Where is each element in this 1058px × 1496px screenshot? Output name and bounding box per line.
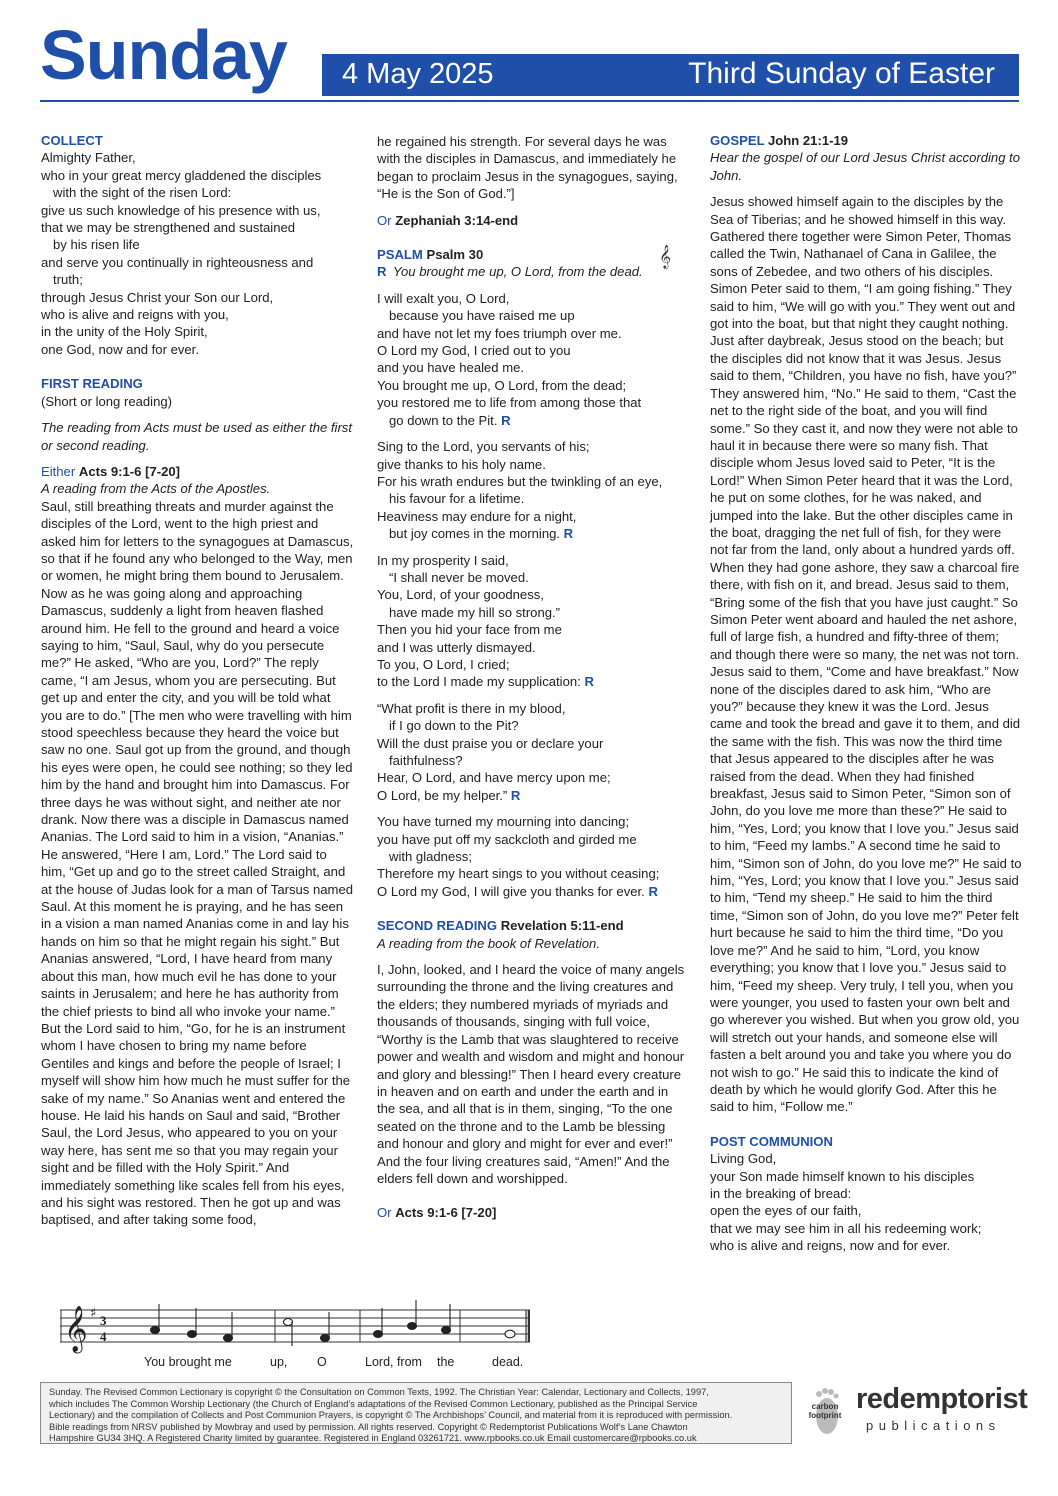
copyright-box (40, 1382, 792, 1444)
psalm-line: In my prosperity I said, (377, 552, 509, 568)
treble-clef-icon: 𝄞 (64, 1306, 88, 1352)
footprint-label: footprint (808, 1411, 842, 1420)
collect-line: Almighty Father, (41, 150, 136, 166)
post-communion-line: your Son made himself known to his disciples (710, 1168, 975, 1184)
psalm-line: Therefore my heart sings to you without ceasing; (377, 866, 660, 882)
psalm-line-text: but joy comes in the morning. (389, 526, 561, 542)
psalm-line: his favour for a lifetime. (389, 491, 525, 507)
publisher-logo: redemptorist (856, 1383, 1028, 1415)
first-reading-continuation: he regained his strength. For several days he was with the disciples in Damascus, and immediately he began to proclaim Jesus in the synagogues, saying, “He is the Son of God.”] (377, 134, 678, 202)
response-marker: R (563, 526, 574, 542)
psalm-line: Will the dust praise you or declare your (377, 735, 604, 751)
psalm-line: and have not let my foes triumph over me. (377, 325, 622, 341)
post-communion-line: who is alive and reigns, now and for ever. (710, 1238, 951, 1254)
psalm-response (377, 263, 689, 280)
date-label: 4 May 2025 (342, 58, 494, 90)
gospel-intro: Hear the gospel of our Lord Jesus Christ according to John. (710, 150, 1021, 183)
music-lyric: You brought me (144, 1355, 232, 1369)
first-reading-intro: A reading from the Acts of the Apostles. (41, 481, 271, 497)
psalm-line: O Lord my God, I cried out to you (377, 343, 571, 359)
first-reading-note: (Short or long reading) (41, 393, 173, 409)
post-communion-line: that we may see him in all his redeeming work; (710, 1220, 982, 1236)
first-reading-heading: FIRST READING (41, 376, 143, 392)
music-lyric: O (317, 1355, 327, 1369)
collect-line: who is alive and reigns with you, (41, 307, 229, 323)
first-reading-ref-line (41, 463, 355, 480)
copyright-line: Sunday. The Revised Common Lectionary is copyright © the Consultation on Common Texts, 1992. The Christian Year: Calendar, Lectionary and Collects, 1997, (49, 1387, 709, 1397)
psalm-line (377, 787, 689, 804)
psalm-line-text: to the Lord I made my supplication: (377, 674, 581, 690)
psalm-line-text: go down to the Pit. (389, 412, 498, 428)
psalm-line-text: O Lord my God, I will give you thanks for ever. (377, 883, 645, 899)
collect-line: who in your great mercy gladdened the disciples (41, 167, 322, 183)
second-reading-heading-line (377, 917, 689, 934)
header-rule (40, 100, 1019, 102)
psalm-line: you restored me to life from among those that (377, 395, 642, 411)
psalm-line: “I shall never be moved. (389, 569, 529, 585)
gospel-heading: GOSPEL (710, 133, 765, 148)
response-marker: R (377, 264, 387, 280)
copyright-line: Bible readings from NRSV published by Mowbray and used by permission. All rights reserved. Copyright © Redemptorist Publications Wolf’s Lane Chawton (49, 1421, 688, 1432)
column-right (710, 132, 1022, 1255)
first-reading-reference: Acts 9:1-6 [7-20] (78, 463, 181, 479)
psalm-line: You, Lord, of your goodness, (377, 587, 544, 603)
second-reading-text: I, John, looked, and I heard the voice of many angels surrounding the throne and the living creatures and the elders; they numbered myriads of myriads and thousands of thousands, singing with full voice, “Worthy is the Lamb that was slaughtered to receive power and wealth and wisdom and might and honour and glory and blessing!” Then I heard every creature in heaven and on earth and under the earth and in the sea, and all that is in them, singing, “To the one seated on the throne and to the Lamb be blessing and honour and glory and might for ever and ever!” And the four living creatures said, “Amen!” And the elders fell down and worshipped. (377, 962, 685, 1186)
alt-reading-line (377, 212, 689, 229)
second-reading-intro: A reading from the book of Revelation. (377, 935, 600, 951)
psalm-stanza (377, 438, 689, 542)
collect-line: one God, now and for ever. (41, 341, 199, 357)
psalm-line: with gladness; (389, 849, 472, 865)
psalm-line: if I go down to the Pit? (389, 718, 519, 734)
psalm-line: For his wrath endures but the twinkling of an eye, (377, 473, 663, 489)
psalm-line-text: O Lord, be my helper.” (377, 787, 508, 803)
response-marker: R (648, 883, 658, 899)
psalm-line: Then you hid your face from me (377, 622, 562, 638)
or-label: Or (377, 212, 392, 228)
psalm-line (377, 525, 689, 542)
or-label: Or (377, 1205, 392, 1221)
collect-line: with the sight of the risen Lord: (53, 185, 232, 201)
copyright-line: which includes The Common Worship Lectionary (the Church of England’s adaptations of the Revised Common Lectionary, published as the Principal Service (49, 1398, 698, 1409)
music-lyric: up, (270, 1355, 288, 1369)
second-reading-reference: Revelation 5:11-end (500, 918, 624, 934)
alt-reading-reference: Zephaniah 3:14-end (395, 212, 519, 228)
first-reading-text: Saul, still breathing threats and murder against the disciples of the Lord, went to the high priest and asked him for letters to the synagogues at Damascus, so that if he found any who belonged to the Way, men or women, he might bring them bound to Jerusalem. Now as he was going along and approaching Damascus, suddenly a light from heaven flashed around him. He fell to the ground and heard a voice saying to him, “Saul, Saul, why do you persecute me?” He asked, “Who are you, Lord?” The reply came, “I am Jesus, whom you are persecuting. But get up and enter the city, and you will be told what you are to do.” [The men who were travelling with him stood speechless because they heard the voice but saw no one. Saul got up from the ground, and though his eyes were open, he could see nothing; so they led him by the hand and brought him into Damascus. For three days he was without sight, and neither ate nor drank. Now there was a disciple in Damascus named Ananias. The Lord said to him in a vision, “Ananias.” He answered, “Here I am, Lord.” The Lord said to him, “Get up and go to the street called Straight, and at the house of Judas look for a man of Tarsus named Saul. At this moment he is praying, and he has seen in a vision a man named Ananias come in and lay his hands on him so that he might regain his sight.” But Ananias answered, “Lord, I have heard from many about this man, how much evil he has done to your saints in Jerusalem; and here he has authority from the chief priests to bind all who invoke your name.” But the Lord said to him, “Go, for he is an instrument whom I have chosen to bring my name before Gentiles and kings and before the people of Israel; I myself will show him how much he must suffer for the sake of my name.” So Ananias went and entered the house. He laid his hands on Saul and said, “Brother Saul, the Lord Jesus, who appeared to you on your way here, has sent me so that you may regain your sight and be filled with the Holy Spirit.” And immediately something like scales fell from his eyes, and his sight was restored. Then he got up and was baptised, and after taking some food, (41, 498, 354, 1228)
psalm-response-text: You brought me up, O Lord, from the dead. (393, 264, 643, 280)
psalm-line: have made my hill so strong.” (389, 604, 561, 620)
publisher-logo-subtitle: publications (866, 1418, 1001, 1433)
psalm-stanza (377, 290, 689, 429)
psalm-line: faithfulness? (389, 753, 463, 768)
copyright-line: Hampshire GU34 3HQ. A Registered Charity limited by guarantee. Registered in England 03261721. www.rpbooks.co.uk Email customercare@rpbooks.co.uk (49, 1433, 697, 1444)
psalm-line (377, 412, 689, 429)
occasion-label: Third Sunday of Easter (688, 57, 995, 90)
day-title: Sunday (40, 16, 287, 94)
psalm-line: and I was utterly dismayed. (377, 639, 536, 655)
psalm-stanza (377, 552, 689, 691)
psalm-stanza (377, 813, 689, 900)
music-staff (60, 1300, 530, 1380)
music-lyric: dead. (492, 1355, 524, 1369)
post-communion-line: open the eyes of our faith, (710, 1203, 862, 1219)
post-communion-line: Living God, (710, 1151, 777, 1167)
copyright-line: Lectionary) and the compilation of Collects and Post Communion Prayers, is copyright © The Archbishops’ Council, and material from it is reproduced with permission. (49, 1410, 733, 1421)
collect-line: through Jesus Christ your Son our Lord, (41, 289, 274, 305)
psalm-stanza (377, 700, 689, 804)
time-signature-top: 3 (100, 1313, 107, 1328)
psalm-line: I will exalt you, O Lord, (377, 290, 510, 306)
psalm-line (377, 883, 689, 900)
collect-line: give us such knowledge of his presence with us, (41, 202, 321, 218)
post-communion-heading: POST COMMUNION (710, 1133, 833, 1149)
psalm-heading-line (377, 246, 689, 263)
psalm-line: You have turned my mourning into dancing; (377, 814, 630, 830)
response-marker: R (501, 412, 511, 428)
music-lyric: Lord, from (365, 1355, 422, 1369)
carbon-label: carbon (811, 1402, 839, 1411)
collect-heading: COLLECT (41, 133, 103, 148)
column-middle (377, 133, 689, 1222)
carbon-footprint-label (800, 1402, 850, 1420)
gospel-text: Jesus showed himself again to the disciples by the Sea of Tiberias; and he showed himself in this way. Gathered there together were Simon Peter, Thomas called the Twin, Nathanael of Cana in Galilee, the sons of Zebedee, and two others of his disciples. Simon Peter said to them, “I am going fishing.” They said to him, “We will go with you.” They went out and got into the boat, but that night they caught nothing. Just after daybreak, Jesus stood on the beach; but the disciples did not know that it was Jesus. Jesus said to them, “Children, you have no fish, have you?” They answered him, “No.” He said to them, “Cast the net to the right side of the boat, and you will find some.” So they cast it, and now they were not able to haul it in because there were so many fish. That disciple whom Jesus loved said to Peter, “It is the Lord!” When Simon Peter heard that it was the Lord, he put on some clothes, for he was naked, and jumped into the lake. But the other disciples came in the boat, dragging the net full of fish, for they were not far from the land, only about a hundred yards off. When they had gone ashore, they saw a charcoal fire there, with fish on it, and bread. Jesus said to them, “Bring some of the fish that you have just caught.” So Simon Peter went aboard and hauled the net ashore, full of large fish, a hundred and fifty-three of them; and though there were so many, the net was not torn. Jesus said to them, “Come and have breakfast.” Now none of the disciples dared to ask him, “Who are you?” because they knew it was the Lord. Jesus came and took the bread and gave it to them, and did the same with the fish. This was now the third time that Jesus appeared to the disciples after he was raised from the dead. When they had finished breakfast, Jesus said to Simon Peter, “Simon son of John, do you love me more than these?” He said to him, “Yes, Lord; you know that I love you.” Jesus said to him, “Feed my lambs.” A second time he said to him, “Simon son of John, do you love me?” He said to him, “Yes, Lord; you know that I love you.” Jesus said to him, “Tend my sheep.” He said to him the third time, “Simon son of John, do you love me?” Peter felt hurt because he said to him the third time, “Do you love me?” And he said to him, “Lord, you know everything; you know that I love you.” Jesus said to him, “Feed my sheep. Very truly, I tell you, when you were younger, you used to fasten your own belt and go wherever you wished. But when you grow old, you will stretch out your hands, and someone else will fasten a belt around you and take you where you do not wish to go.” He said this to indicate the kind of death by which he would glorify God. After this he said to him, “Follow me.” (710, 194, 1022, 1115)
first-reading-instruction: The reading from Acts must be used as either the first or second reading. (41, 420, 352, 453)
psalm-line: Hear, O Lord, and have mercy upon me; (377, 770, 611, 786)
sharp-icon: ♯ (90, 1306, 97, 1321)
psalm-line: give thanks to his holy name. (377, 456, 546, 472)
second-reading-alt-reference: Acts 9:1-6 [7-20] (395, 1205, 497, 1221)
gospel-heading-line (710, 132, 1022, 149)
collect-line: in the unity of the Holy Spirit, (41, 324, 208, 340)
post-communion-line: in the breaking of bread: (710, 1185, 852, 1201)
second-reading-alt-line (377, 1204, 689, 1221)
psalm-line: Sing to the Lord, you servants of his; (377, 439, 590, 455)
psalm-line: and you have healed me. (377, 360, 525, 376)
collect-line: truth; (53, 272, 83, 288)
psalm-line: You brought me up, O Lord, from the dead; (377, 377, 627, 393)
psalm-reference: Psalm 30 (426, 247, 484, 263)
collect-line: that we may be strengthened and sustained (41, 220, 296, 236)
psalm-line (377, 673, 689, 690)
psalm-line: because you have raised me up (389, 308, 575, 324)
collect-line: by his risen life (53, 237, 140, 253)
response-marker: R (584, 674, 594, 690)
second-reading-heading: SECOND READING (377, 918, 498, 934)
psalm-line: “What profit is there in my blood, (377, 700, 566, 716)
collect-line: and serve you continually in righteousness and (41, 254, 314, 270)
response-marker: R (510, 787, 521, 803)
column-left (41, 132, 355, 1229)
header-bar (322, 54, 1019, 96)
gospel-reference: John 21:1-19 (767, 133, 849, 148)
psalm-heading: PSALM (377, 247, 423, 263)
psalm-line: you have put off my sackcloth and girded me (377, 831, 637, 847)
psalm-line: To you, O Lord, I cried; (377, 656, 510, 672)
time-signature-bottom: 4 (100, 1329, 107, 1344)
music-lyric: the (437, 1355, 455, 1369)
psalm-line: Heaviness may endure for a night, (377, 508, 577, 524)
music-clef-icon: 𝄞 (659, 246, 671, 268)
either-label: Either (41, 463, 76, 479)
